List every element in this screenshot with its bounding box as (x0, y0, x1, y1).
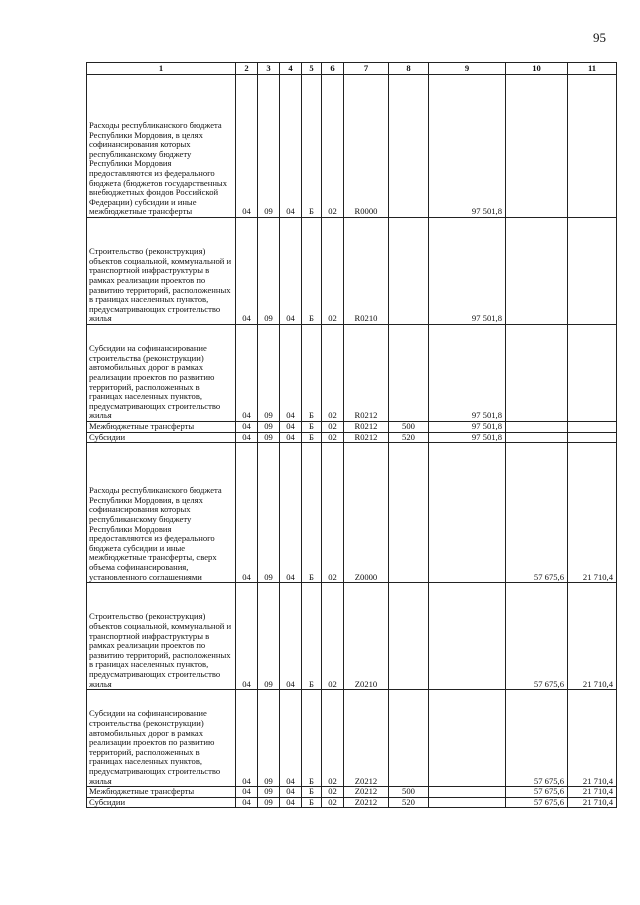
cell-c2: 04 (236, 787, 258, 798)
cell-c7: Z0212 (344, 787, 389, 798)
cell-c4: 04 (280, 75, 302, 218)
cell-c5: Б (302, 583, 322, 690)
table-body (87, 75, 617, 808)
cell-c11 (568, 432, 617, 443)
cell-c9 (429, 787, 506, 798)
cell-c3: 09 (258, 690, 280, 787)
column-header-1: 1 (87, 63, 236, 75)
table-row (87, 690, 617, 787)
cell-c11 (568, 325, 617, 422)
cell-c3: 09 (258, 787, 280, 798)
cell-c6: 02 (322, 787, 344, 798)
cell-c5: Б (302, 787, 322, 798)
cell-c7: Z0212 (344, 690, 389, 787)
cell-c2: 04 (236, 422, 258, 433)
cell-c7: Z0000 (344, 443, 389, 583)
cell-c6: 02 (322, 218, 344, 325)
cell-c7: Z0210 (344, 583, 389, 690)
table-row (87, 325, 617, 422)
cell-c7: R0212 (344, 325, 389, 422)
cell-c4: 04 (280, 422, 302, 433)
cell-c9: 97 501,8 (429, 325, 506, 422)
cell-c2: 04 (236, 583, 258, 690)
cell-c11 (568, 218, 617, 325)
cell-c2: 04 (236, 432, 258, 443)
cell-c3: 09 (258, 218, 280, 325)
cell-c11: 21 710,4 (568, 690, 617, 787)
cell-c9 (429, 583, 506, 690)
cell-c2: 04 (236, 690, 258, 787)
row-name-cell: Межбюджетные трансферты (87, 787, 236, 798)
row-name-cell: Субсидии (87, 797, 236, 808)
table-row (87, 432, 617, 443)
table-row (87, 583, 617, 690)
row-name-cell: Субсидии на софинансирование строительства (реконструкции) автомобильных дорог в рамках реализации проектов по развитию территорий, расположенных в границах населенных пунктов, предусматривающих строительство жилья (87, 325, 236, 422)
cell-c6: 02 (322, 797, 344, 808)
cell-c6: 02 (322, 583, 344, 690)
cell-c6: 02 (322, 690, 344, 787)
cell-c7: R0000 (344, 75, 389, 218)
cell-c10: 57 675,6 (506, 797, 568, 808)
cell-c4: 04 (280, 690, 302, 787)
cell-c11 (568, 422, 617, 433)
row-name-cell: Субсидии на софинансирование строительства (реконструкции) автомобильных дорог в рамках реализации проектов по развитию территорий, расположенных в границах населенных пунктов, предусматривающих строительство жилья (87, 690, 236, 787)
column-header-7: 7 (344, 63, 389, 75)
cell-c5: Б (302, 432, 322, 443)
cell-c7: R0212 (344, 422, 389, 433)
cell-c6: 02 (322, 422, 344, 433)
cell-c10 (506, 325, 568, 422)
cell-c3: 09 (258, 325, 280, 422)
cell-c8 (389, 443, 429, 583)
cell-c4: 04 (280, 218, 302, 325)
table-row (87, 797, 617, 808)
cell-c7: Z0212 (344, 797, 389, 808)
cell-c11: 21 710,4 (568, 787, 617, 798)
cell-c10 (506, 218, 568, 325)
cell-c3: 09 (258, 443, 280, 583)
cell-c2: 04 (236, 75, 258, 218)
cell-c3: 09 (258, 422, 280, 433)
cell-c5: Б (302, 218, 322, 325)
row-name-cell: Расходы республиканского бюджета Республики Мордовия, в целях софинансирования которых республиканскому бюджету Республики Мордовия предоставляются из федерального бюджета субсидии и иные межбюджетные трансферты, сверх объема софинансирования, установленного соглашениями (87, 443, 236, 583)
table-row (87, 75, 617, 218)
table-row (87, 443, 617, 583)
column-header-9: 9 (429, 63, 506, 75)
header-row (87, 63, 617, 75)
row-name-cell: Строительство (реконструкция) объектов социальной, коммунальной и транспортной инфраструктуры в рамках реализации проектов по развитию территорий, расположенных в границах населенных пунктов, предусматривающих строительство жилья (87, 218, 236, 325)
cell-c8: 520 (389, 432, 429, 443)
cell-c3: 09 (258, 797, 280, 808)
cell-c9 (429, 443, 506, 583)
cell-c11: 21 710,4 (568, 797, 617, 808)
cell-c9: 97 501,8 (429, 218, 506, 325)
cell-c8 (389, 583, 429, 690)
cell-c10 (506, 75, 568, 218)
cell-c4: 04 (280, 443, 302, 583)
cell-c7: R0212 (344, 432, 389, 443)
table-row (87, 422, 617, 433)
cell-c8 (389, 325, 429, 422)
column-header-2: 2 (236, 63, 258, 75)
cell-c4: 04 (280, 787, 302, 798)
cell-c10: 57 675,6 (506, 583, 568, 690)
cell-c5: Б (302, 443, 322, 583)
cell-c3: 09 (258, 432, 280, 443)
cell-c6: 02 (322, 325, 344, 422)
cell-c3: 09 (258, 583, 280, 690)
cell-c6: 02 (322, 75, 344, 218)
budget-table (86, 62, 617, 808)
cell-c8 (389, 75, 429, 218)
cell-c4: 04 (280, 583, 302, 690)
cell-c10: 57 675,6 (506, 690, 568, 787)
cell-c10: 57 675,6 (506, 787, 568, 798)
cell-c8: 500 (389, 422, 429, 433)
column-header-10: 10 (506, 63, 568, 75)
cell-c7: R0210 (344, 218, 389, 325)
table-row (87, 218, 617, 325)
column-header-3: 3 (258, 63, 280, 75)
row-name-cell: Строительство (реконструкция) объектов социальной, коммунальной и транспортной инфраструктуры в рамках реализации проектов по развитию территорий, расположенных в границах населенных пунктов, предусматривающих строительство жилья (87, 583, 236, 690)
row-name-cell: Межбюджетные трансферты (87, 422, 236, 433)
cell-c5: Б (302, 422, 322, 433)
cell-c9: 97 501,8 (429, 422, 506, 433)
row-name-cell: Субсидии (87, 432, 236, 443)
cell-c8 (389, 690, 429, 787)
row-name-cell: Расходы республиканского бюджета Республики Мордовия, в целях софинансирования которых республиканскому бюджету Республики Мордовия предоставляются из федерального бюджета (бюджетов государственных внебюджетных фондов Российской Федерации) субсидии и иные межбюджетные трансферты (87, 75, 236, 218)
cell-c2: 04 (236, 218, 258, 325)
cell-c4: 04 (280, 325, 302, 422)
cell-c8: 500 (389, 787, 429, 798)
column-header-6: 6 (322, 63, 344, 75)
cell-c10 (506, 432, 568, 443)
cell-c11: 21 710,4 (568, 583, 617, 690)
cell-c5: Б (302, 690, 322, 787)
cell-c2: 04 (236, 325, 258, 422)
cell-c9 (429, 690, 506, 787)
cell-c9 (429, 797, 506, 808)
cell-c10 (506, 422, 568, 433)
cell-c9: 97 501,8 (429, 432, 506, 443)
column-header-11: 11 (568, 63, 617, 75)
cell-c8: 520 (389, 797, 429, 808)
cell-c5: Б (302, 325, 322, 422)
cell-c6: 02 (322, 443, 344, 583)
cell-c4: 04 (280, 797, 302, 808)
cell-c11: 21 710,4 (568, 443, 617, 583)
column-header-5: 5 (302, 63, 322, 75)
cell-c10: 57 675,6 (506, 443, 568, 583)
cell-c2: 04 (236, 797, 258, 808)
table-row (87, 787, 617, 798)
cell-c5: Б (302, 75, 322, 218)
column-header-8: 8 (389, 63, 429, 75)
cell-c2: 04 (236, 443, 258, 583)
cell-c9: 97 501,8 (429, 75, 506, 218)
cell-c8 (389, 218, 429, 325)
page-number: 95 (593, 30, 606, 45)
cell-c11 (568, 75, 617, 218)
cell-c4: 04 (280, 432, 302, 443)
cell-c3: 09 (258, 75, 280, 218)
column-header-4: 4 (280, 63, 302, 75)
cell-c6: 02 (322, 432, 344, 443)
cell-c5: Б (302, 797, 322, 808)
